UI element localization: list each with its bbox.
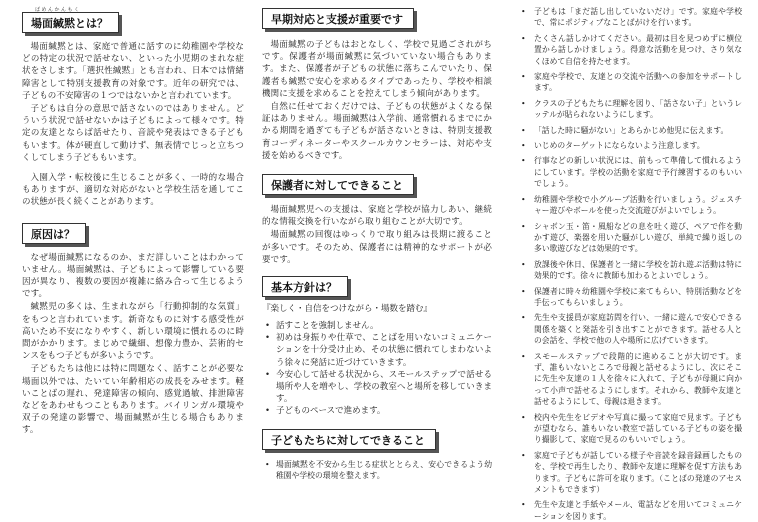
paragraph: 子どもたちは他には特に問題なく、話すことが必要な場面以外では、たいてい年齢相応の成長をみせます。軽いことばの遅れ、発達障害の傾向、感覚過敏、排泄障害などをあわせもつこともあります。バイリンガル環境や双子の発達の影響で、場面緘黙が生じる場合もあります。 <box>22 364 244 436</box>
list-item: • スモールステップで段階的に進めることが大切です。まず、誰もいないところで母親と話せるようにし、次にそこに先生や友達の１人を徐々に入れて、子どもが母親に向かって小声で話せるようにします。それから、教師や友達と話せるようにして、母親は退きます。 <box>518 351 742 408</box>
heading-ruby: ばめんかんもく <box>35 7 81 13</box>
list-item: • シャボン玉・笛・風船などの息を吐く遊び、ペアで作を動かす遊び、楽器を用いた騒がしい遊び、単純で繰り返しの多い歌遊びなどは効果的です。 <box>518 221 742 255</box>
paragraph: 入園入学・転校後に生じることが多く、一時的な場合もありますが、適切な対応がないと学校生活を通してこの状態が長く続くことがあります。 <box>22 173 244 208</box>
column-2 <box>262 0 492 513</box>
list-item: • 話すことを強制しません。 <box>262 320 492 332</box>
heading-text: 場面緘黙とは？ <box>31 17 108 30</box>
list-item: • 先生や支援員が家庭訪問を行い、一緒に遊んで安心できる関係を築くと発話を引き出すことができます。話せる人との会話を、学校で他の人や場所に広げていきます。 <box>518 312 742 346</box>
paragraph: 場面緘黙児への支援は、家庭と学校が協力しあい、継続的な情報交換を行いながら取り組むことが大切です。 <box>262 205 492 228</box>
list-item: • 先生や友達と手紙やメール、電話などを用いてコミュニケーションを図ります。 <box>518 499 742 522</box>
list-item: • クラスの子どもたちに理解を図り、「話さない子」というレッテルが貼られないようにします。 <box>518 98 742 121</box>
children-support-list <box>518 6 742 522</box>
paragraph: 場面緘黙とは、家庭で普通に話すのに幼稚園や学校などの特定の状況で話せない、といった小児期のまれな症状をさします。「選択性緘黙」とも言われ、日本では情緒障害として特別支援教育の対象です。近年の研究では、子どもの不安障害の１つではないかと言われています。 <box>22 42 244 101</box>
list-item: • たくさん話しかけてください。最初は目を見つめずに横位置から話しかけましょう。得意な活動を見つけ、さり気なくほめて自信を持たせます。 <box>518 33 742 67</box>
section-heading-basic-policy <box>262 276 348 297</box>
section-heading-early-support <box>262 8 414 29</box>
section-heading-for-children <box>262 429 436 450</box>
section-heading-what-is <box>22 7 119 33</box>
heading-text: 基本方針は？ <box>271 281 337 295</box>
list-item: • 家庭で子どもが話している様子や音読を録音録画したものを、学校で再生したり、教師や友達に理解を促す方法もあります。子どもに許可を取ります。（ことばの発達のアセスメントもできます） <box>518 450 742 496</box>
list-item: • 「話した時に騒がない」とあらかじめ他児に伝えます。 <box>518 125 742 136</box>
heading-text: 保護者に対してできること <box>271 179 403 193</box>
paragraph: 場面緘黙の回復はゆっくりで取り組みは長期に渡ることが多いです。そのため、保護者には精神的なサポートが必要です。 <box>262 230 492 265</box>
paragraph: 緘黙児の多くは、生まれながら「行動抑制的な気質」をもつと言われています。新奇なものに対する感受性が高いため不安になりやすく、新しい環境に慣れるのに時間がかかります。まじめで繊細、想像力豊か、芸術的センスをもつ子どもが多いようです。 <box>22 302 244 362</box>
paragraph: 子どもは自分の意思で話さないのではありません。どういう状況で話せないかは子どもによって様々です。特定の友達とならば話せたり、音読や発表はできる子どももいます。体が硬直して動けず、無表情でじっと立ちつくしてしまう子どももいます。 <box>22 104 244 163</box>
policy-tagline: 『楽しく・自信をつけながら・場数を踏む』 <box>262 304 433 315</box>
list-item: • 初めは身振りや仕草で、ことばを用いないコミュニケーションを十分受け止め、その状態に慣れてしまわないよう徐々に発話に近づけていきます。 <box>262 332 492 369</box>
heading-text: 早期対応と支援が重要です <box>271 13 403 26</box>
policy-list <box>262 320 492 418</box>
children-list <box>262 459 492 482</box>
paragraph: なぜ場面緘黙になるのか、まだ詳しいことはわかっていません。場面緘黙は、子どもによって影響している要因が異なり、複数の要因が複雑に絡み合って生じるようです。 <box>22 252 244 300</box>
section-heading-causes <box>22 223 86 244</box>
paragraph: 場面緘黙の子どもはおとなしく、学校で見過ごされがちです。保護者が場面緘黙に気づいていない場合もあります。また、保護者が子どもの状態に落ちこんでいたり、保護者も緘黙で安心を求めるタイプであったり、学校や相談機関に支援を求めることを控えてしまう傾向があります。 <box>262 40 492 99</box>
heading-text: 子どもたちに対してできること <box>271 433 425 447</box>
list-item: • 幼稚園や学校で小グループ活動を行いましょう。ジェスチャー遊びやボールを使った交流遊びがよいでしょう。 <box>518 194 742 217</box>
column-1 <box>22 0 244 513</box>
list-item: • 保護者に時々幼稚園や学校に来てもらい、特別活動などを手伝ってもらいましょう。 <box>518 286 742 309</box>
list-item: • 校内や先生をビデオや写真に撮って家庭で見ます。子どもが望むなら、誰もいない教室で話している子どもの姿を撮り撮影して、家庭で見るのもいいでしょう。 <box>518 412 742 446</box>
list-item: • 行事などの新しい状況には、前もって準備して慣れるようにしています。学校の活動を家庭で予行練習するのもいいでしょう。 <box>518 155 742 189</box>
list-item: • 場面緘黙を不安から生じる症状ととらえ、安心できるよう幼稚園や学校の環境を整えます。 <box>262 459 492 482</box>
list-item: • いじめのターゲットにならないよう注意します。 <box>518 140 742 151</box>
column-3 <box>518 0 742 521</box>
heading-text: 原因は？ <box>31 227 75 241</box>
list-item: • 子どもは「まだ話し出していないだけ」です。家庭や学校で、常にポジティブなことばがけを行います。 <box>518 6 742 29</box>
section-heading-for-parents <box>262 174 414 195</box>
list-item: • 今安心して話せる状況から、スモールステップで話せる場所や人を増やし、学校の教室へと場所を移していきます。 <box>262 369 492 406</box>
list-item: • 家庭や学校で、友達との交流や活動への参加をサポートします。 <box>518 71 742 94</box>
list-item: • 放課後や休日、保護者と一緒に学校を訪れ遊ぶ活動は特に効果的です。徐々に教師も加わるとよいでしょう。 <box>518 259 742 282</box>
paragraph: 自然に任せておくだけでは、子どもの状態がよくなる保証はありません。場面緘黙は入学前、通常慣れるまでにかかる期間を過ぎても子どもが話さないときは、特別支援教育コーディネーターやスクールカウンセラーは、対応や支援を始めるべきです。 <box>262 102 492 161</box>
list-item: • 子どものペースで進めます。 <box>262 405 492 417</box>
